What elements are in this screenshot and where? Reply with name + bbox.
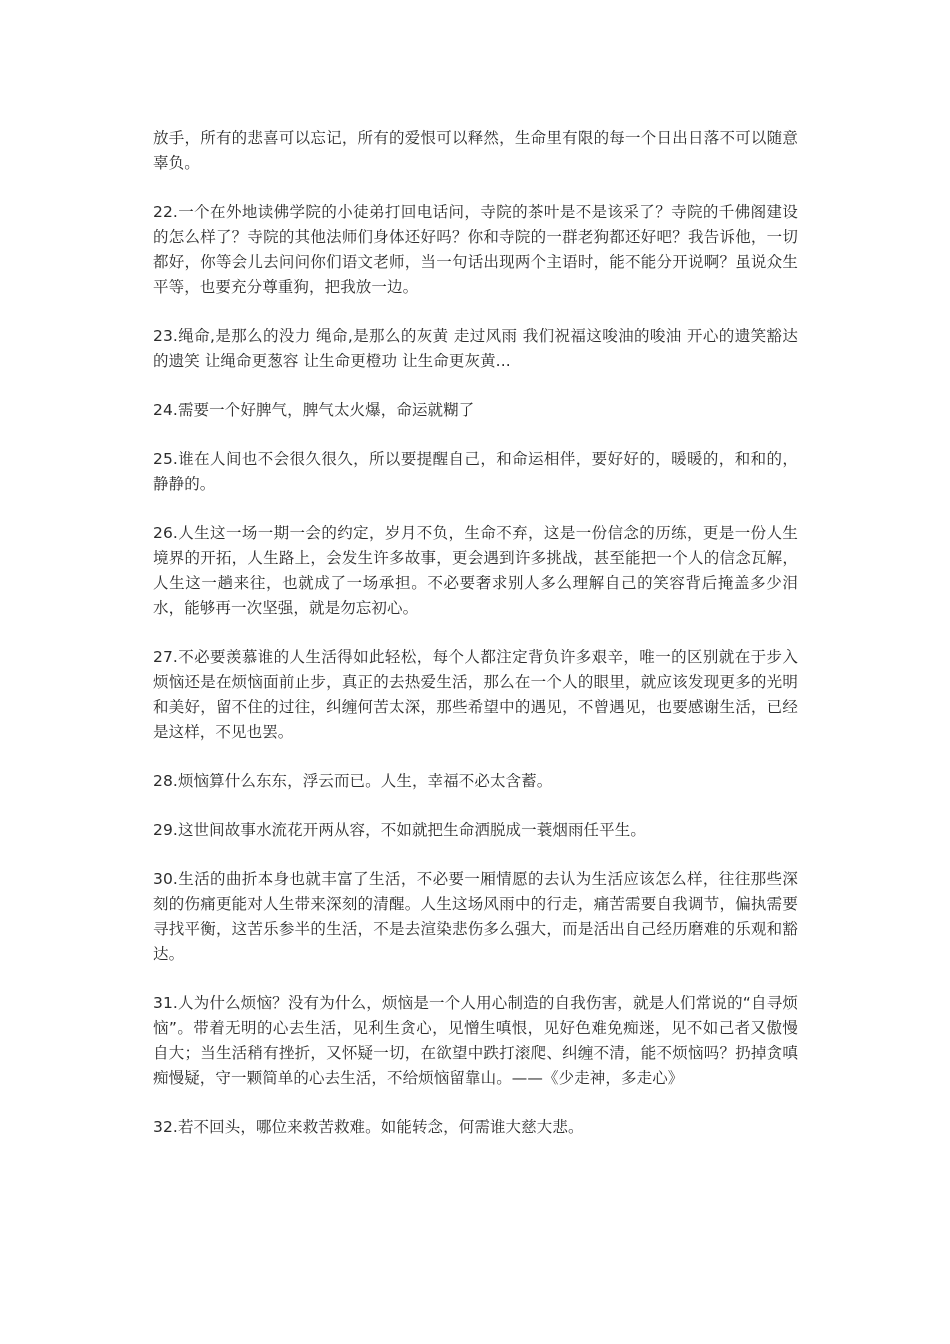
paragraph-23: 23.绳命,是那么的没力 绳命,是那么的灰黄 走过风雨 我们祝福这唆油的唆油 开心的遗笑豁达的遗笑 让绳命更葱容 让生命更橙功 让生命更灰黄... xyxy=(153,327,798,370)
document-body xyxy=(153,126,798,1164)
paragraph-28: 28.烦恼算什么东东，浮云而已。人生，幸福不必太含蓄。 xyxy=(153,772,553,790)
paragraph-intro: 放手，所有的悲喜可以忘记，所有的爱恨可以释然，生命里有限的每一个日出日落不可以随意辜负。 xyxy=(153,129,798,172)
paragraph-31: 31.人为什么烦恼？没有为什么，烦恼是一个人用心制造的自我伤害，就是人们常说的“自寻烦恼”。带着无明的心去生活，见利生贪心，见憎生嗔恨，见好色难免痴迷，见不如己者又傲慢自大；当生活稍有挫折，又怀疑一切，在欲望中跌打滚爬、纠缠不清，能不烦恼吗？扔掉贪嗔痴慢疑，守一颗简单的心去生活，不给烦恼留靠山。——《少走神，多走心》 xyxy=(153,994,798,1087)
paragraph-32: 32.若不回头，哪位来救苦救难。如能转念，何需谁大慈大悲。 xyxy=(153,1118,584,1136)
paragraph-22: 22.一个在外地读佛学院的小徒弟打回电话问，寺院的茶叶是不是该采了？寺院的千佛阁建设的怎么样了？寺院的其他法师们身体还好吗？你和寺院的一群老狗都还好吧？我告诉他，一切都好，你等会儿去问问你们语文老师，当一句话出现两个主语时，能不能分开说啊？虽说众生平等，也要充分尊重狗，把我放一边。 xyxy=(153,203,798,296)
paragraph-30: 30.生活的曲折本身也就丰富了生活，不必要一厢情愿的去认为生活应该怎么样，往往那些深刻的伤痛更能对人生带来深刻的清醒。人生这场风雨中的行走，痛苦需要自我调节，偏执需要寻找平衡，这苦乐参半的生活，不是去渲染悲伤多么强大，而是活出自己经历磨难的乐观和豁达。 xyxy=(153,870,798,963)
paragraph-27: 27.不必要羡慕谁的人生活得如此轻松，每个人都注定背负许多艰辛，唯一的区别就在于步入烦恼还是在烦恼面前止步，真正的去热爱生活，那么在一个人的眼里，就应该发现更多的光明和美好，留不住的过往，纠缠何苦太深，那些希望中的遇见，不曾遇见，也要感谢生活，已经是这样，不见也罢。 xyxy=(153,648,798,741)
paragraph-24: 24.需要一个好脾气，脾气太火爆，命运就糊了 xyxy=(153,401,475,419)
paragraph-26: 26.人生这一场一期一会的约定，岁月不负，生命不弃，这是一份信念的历练，更是一份人生境界的开拓，人生路上，会发生许多故事，更会遇到许多挑战，甚至能把一个人的信念瓦解，人生这一趟来往，也就成了一场承担。不必要奢求别人多么理解自己的笑容背后掩盖多少泪水，能够再一次坚强，就是勿忘初心。 xyxy=(153,524,798,617)
paragraph-29: 29.这世间故事水流花开两从容，不如就把生命洒脱成一蓑烟雨任平生。 xyxy=(153,821,646,839)
paragraph-25: 25.谁在人间也不会很久很久，所以要提醒自己，和命运相伴，要好好的，暖暖的，和和的，静静的。 xyxy=(153,450,798,493)
